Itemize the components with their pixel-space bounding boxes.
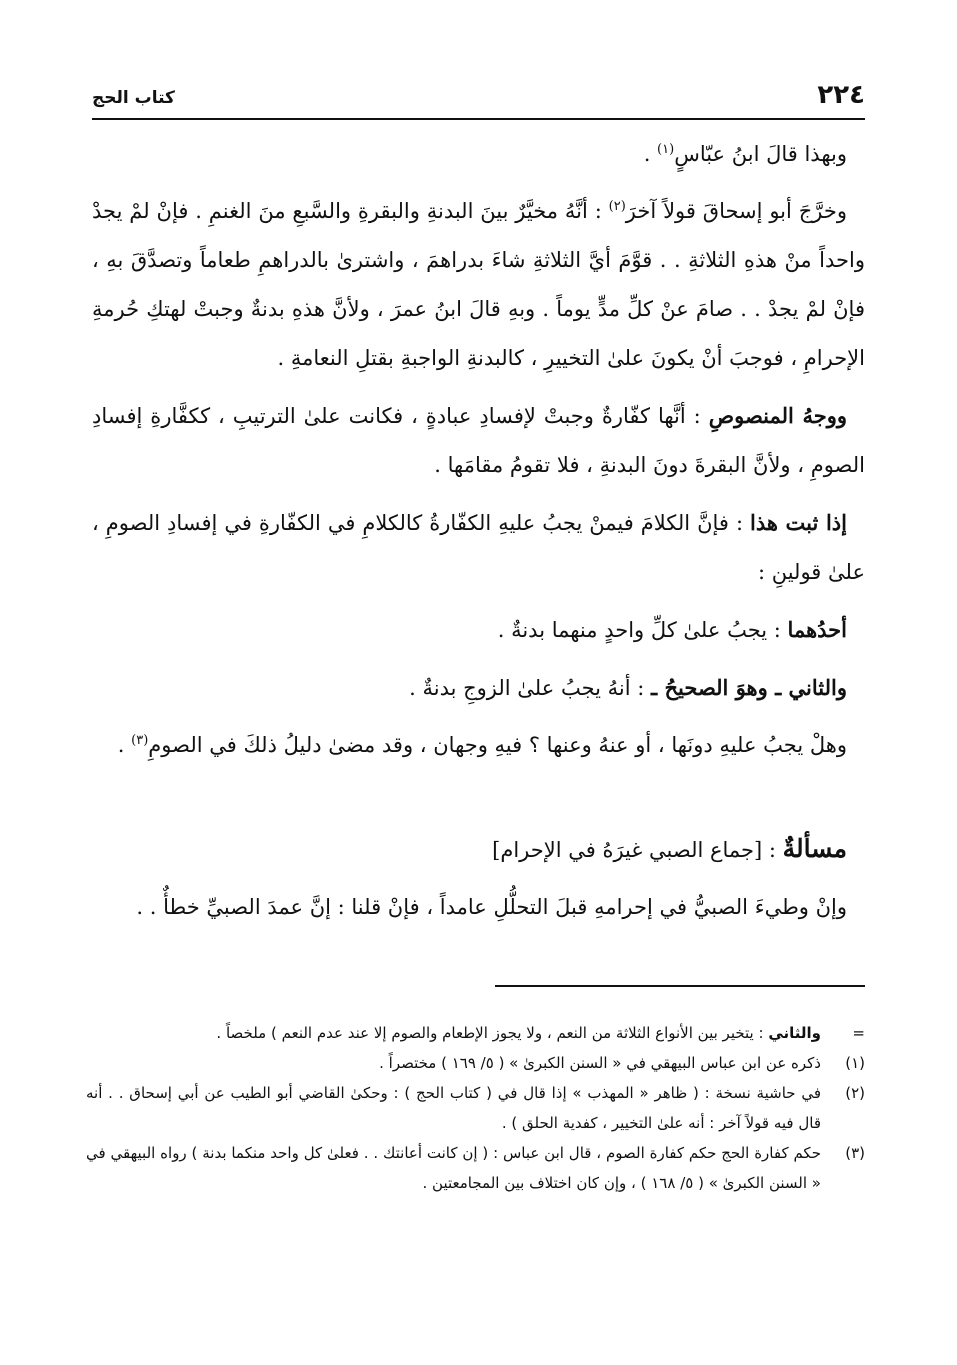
- paragraph-lead: والثاني ـ وهوَ الصحيحُ ـ: [651, 675, 847, 700]
- footnote-separator: [495, 985, 865, 987]
- paragraph-hal-yajibu: وهلْ يجبُ عليهِ دونَها ، أو عنهُ وعنها ؟ فيهِ وجهان ، وقد مضىٰ دليلُ ذلكَ في الصومِ$^{(٣)}$ .: [117, 733, 847, 757]
- footnote-3: [86, 1138, 865, 1198]
- paragraph-idha-thabata: إذا ثبت هذا : فإنَّ الكلامَ فيمنْ يجبُ عليهِ الكفّارةُ كالكلامِ في الكفّارةِ في إفسادِ الصومِ ، علىٰ قولينِ :: [92, 510, 865, 584]
- footnote-text: في حاشية نسخة : ( ظاهر « المهذب » إذا قال في ( كتاب الحج ) : وحكىٰ القاضي أبو الطيب عن أبي إسحاق . . أنه قال فيه قولاً آخر : أنه علىٰ التخيير ، كفدية الحلق ) .: [86, 1084, 821, 1132]
- footnote-ref-1[interactable]: (١): [657, 142, 675, 157]
- paragraph-first-opinion: أحدُهما : يجبُ علىٰ كلِّ واحدٍ منهما بدنةٌ .: [497, 617, 847, 642]
- footnote-ref-2[interactable]: (٢): [608, 199, 626, 214]
- page-header: [92, 78, 865, 120]
- paragraph-second-opinion: والثاني ـ وهوَ الصحيحُ ـ : أنهُ يجبُ علىٰ الزوجِ بدنةٌ .: [409, 675, 847, 700]
- footnote-continuation: [86, 1018, 865, 1048]
- main-text: [92, 130, 865, 940]
- footnotes: [86, 1018, 865, 1198]
- footnote-text: ذكره عن ابن عباس البيهقي في « السنن الكبرىٰ » ( ٥/ ١٦٩ ) مختصراً .: [379, 1054, 821, 1072]
- footnote-mark: (٢): [845, 1084, 865, 1102]
- paragraph-abu-ishaq: وخرَّجَ أبو إسحاقَ قولاً آخرَ$^{(٢)}$ : أنَّهُ مخيَّرٌ بينَ البدنةِ والبقرةِ والسَّبعِ منَ الغنمِ . فإنْ لمْ يجدْ واحداً منْ هذهِ الثلاثةِ . . قوَّمَ أيَّ الثلاثةِ شاءَ بدراهمَ ، واشترىٰ بالدراهمِ طعاماً وتصدَّقَ بهِ ، فإنْ لمْ يجدْ . . صامَ عنْ كلِّ مدٍّ يوماً . وبهِ قالَ ابنُ عمرَ ، ولأنَّ هذهِ بدنةٌ وجبتْ لهتكِ حُرمةِ الإحرامِ ، فوجبَ أنْ يكونَ علىٰ التخييرِ ، كالبدنةِ الواجبةِ بقتلِ النعامةِ .: [92, 199, 865, 370]
- footnote-mark: (١): [845, 1054, 865, 1072]
- masala-subtitle: : [جماع الصبي غيرَهُ في الإحرام]: [492, 838, 783, 862]
- masala-title: مسألةٌ: [782, 834, 847, 863]
- footnote-ref-3[interactable]: (٣): [131, 733, 149, 748]
- section-spacer: [92, 778, 865, 824]
- paragraph-masala: وإنْ وطيءَ الصبيُّ في إحرامهِ قبلَ التحلُّلِ عامداً ، فإنْ قلنا : إنَّ عمدَ الصبيِّ خطأٌ . .: [136, 895, 847, 919]
- footnote-text: والثاني : يتخير بين الأنواع الثلاثة من النعم ، ولا يجوز الإطعام والصوم إلا عند عدم النعم ) ملخصاً .: [216, 1024, 821, 1042]
- paragraph-mansus: ووجهُ المنصوصِ : أنَّها كفّارةٌ وجبتْ لإفسادِ عبادةٍ ، فكانت علىٰ الترتيبِ ، ككفَّارةِ إفسادِ الصومِ ، ولأنَّ البقرةَ دونَ البدنةِ ، فلا تقومُ مقامَها .: [92, 403, 865, 477]
- footnote-1: [86, 1048, 865, 1078]
- masala-heading: [92, 824, 865, 875]
- paragraph-ibn-abbas: وبهذا قالَ ابنُ عبّاسٍ$^{(١)}$ .: [643, 142, 847, 166]
- footnote-mark: =: [852, 1024, 865, 1042]
- paragraph-lead: إذا ثبت هذا: [750, 510, 847, 535]
- footnote-2: [86, 1078, 865, 1138]
- running-title: كتاب الحج: [92, 88, 175, 108]
- paragraph-lead: ووجهُ المنصوصِ: [708, 403, 847, 428]
- page-number: ٢٢٤: [817, 80, 865, 110]
- paragraph-lead: أحدُهما: [787, 617, 847, 642]
- footnote-text: حكم كفارة الحج حكم كفارة الصوم ، قال ابن عباس : ( إن كانت أعانتك . . فعلىٰ كل واحد منكما بدنة ) رواه البيهقي في « السنن الكبرىٰ » ( ٥/ ١٦٨ ) ، وإن كان اختلاف بين المجامعتين .: [86, 1144, 821, 1192]
- footnote-mark: (٣): [845, 1144, 865, 1162]
